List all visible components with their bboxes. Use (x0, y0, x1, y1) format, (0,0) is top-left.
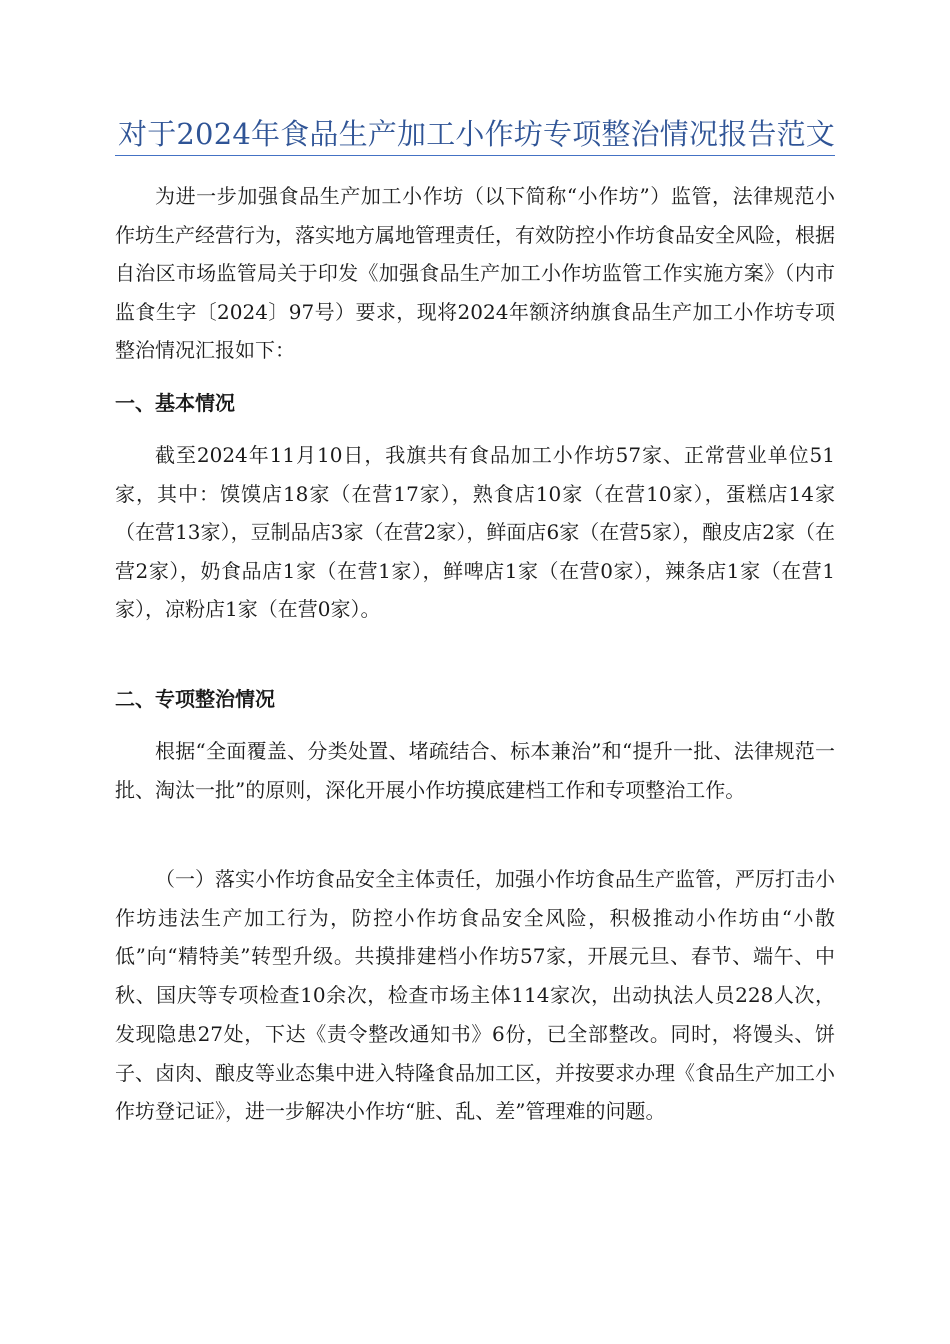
document-title: 对于2024年食品生产加工小作坊专项整治情况报告范文 (118, 117, 836, 151)
intro-paragraph: 为进一步加强食品生产加工小作坊（以下简称“小作坊”）监管，法律规范小作坊生产经营行为，落实地方属地管理责任，有效防控小作坊食品安全风险，根据自治区市场监管局关于印发《加强食品生产加工小作坊监管工作实施方案》（内市监食生字〔2024〕97号）要求，现将2024年额济纳旗食品生产加工小作坊专项整治情况汇报如下： (115, 184, 835, 362)
rectification-principle-paragraph: 根据“全面覆盖、分类处置、堵疏结合、标本兼治”和“提升一批、法律规范一批、淘汰一批”的原则，深化开展小作坊摸底建档工作和专项整治工作。 (115, 739, 835, 802)
title-underline (115, 155, 835, 156)
section-heading-basic-situation: 一、基本情况 (115, 391, 235, 415)
basic-situation-paragraph: 截至2024年11月10日，我旗共有食品加工小作坊57家、正常营业单位51家，其中：馍馍店18家（在营17家），熟食店10家（在营10家），蛋糕店14家（在营13家），豆制品店3家（在营2家），鲜面店6家（在营5家），酿皮店2家（在营2家），奶食品店1家（在营1家），鲜啤店1家（在营0家），辣条店1家（在营1家），凉粉店1家（在营0家）。 (115, 443, 835, 621)
section-heading-special-rectification: 二、专项整治情况 (115, 687, 275, 711)
rectification-item-1-paragraph: （一）落实小作坊食品安全主体责任，加强小作坊食品生产监管，严厉打击小作坊违法生产加工行为，防控小作坊食品安全风险，积极推动小作坊由“小散低”向“精特美”转型升级。共摸排建档小作坊57家，开展元旦、春节、端午、中秋、国庆等专项检查10余次，检查市场主体114家次，出动执法人员228人次，发现隐患27处，下达《责令整改通知书》6份，已全部整改。同时，将馒头、饼子、卤肉、酿皮等业态集中进入特隆食品加工区，并按要求办理《食品生产加工小作坊登记证》，进一步解决小作坊“脏、乱、差”管理难的问题。 (115, 867, 835, 1124)
